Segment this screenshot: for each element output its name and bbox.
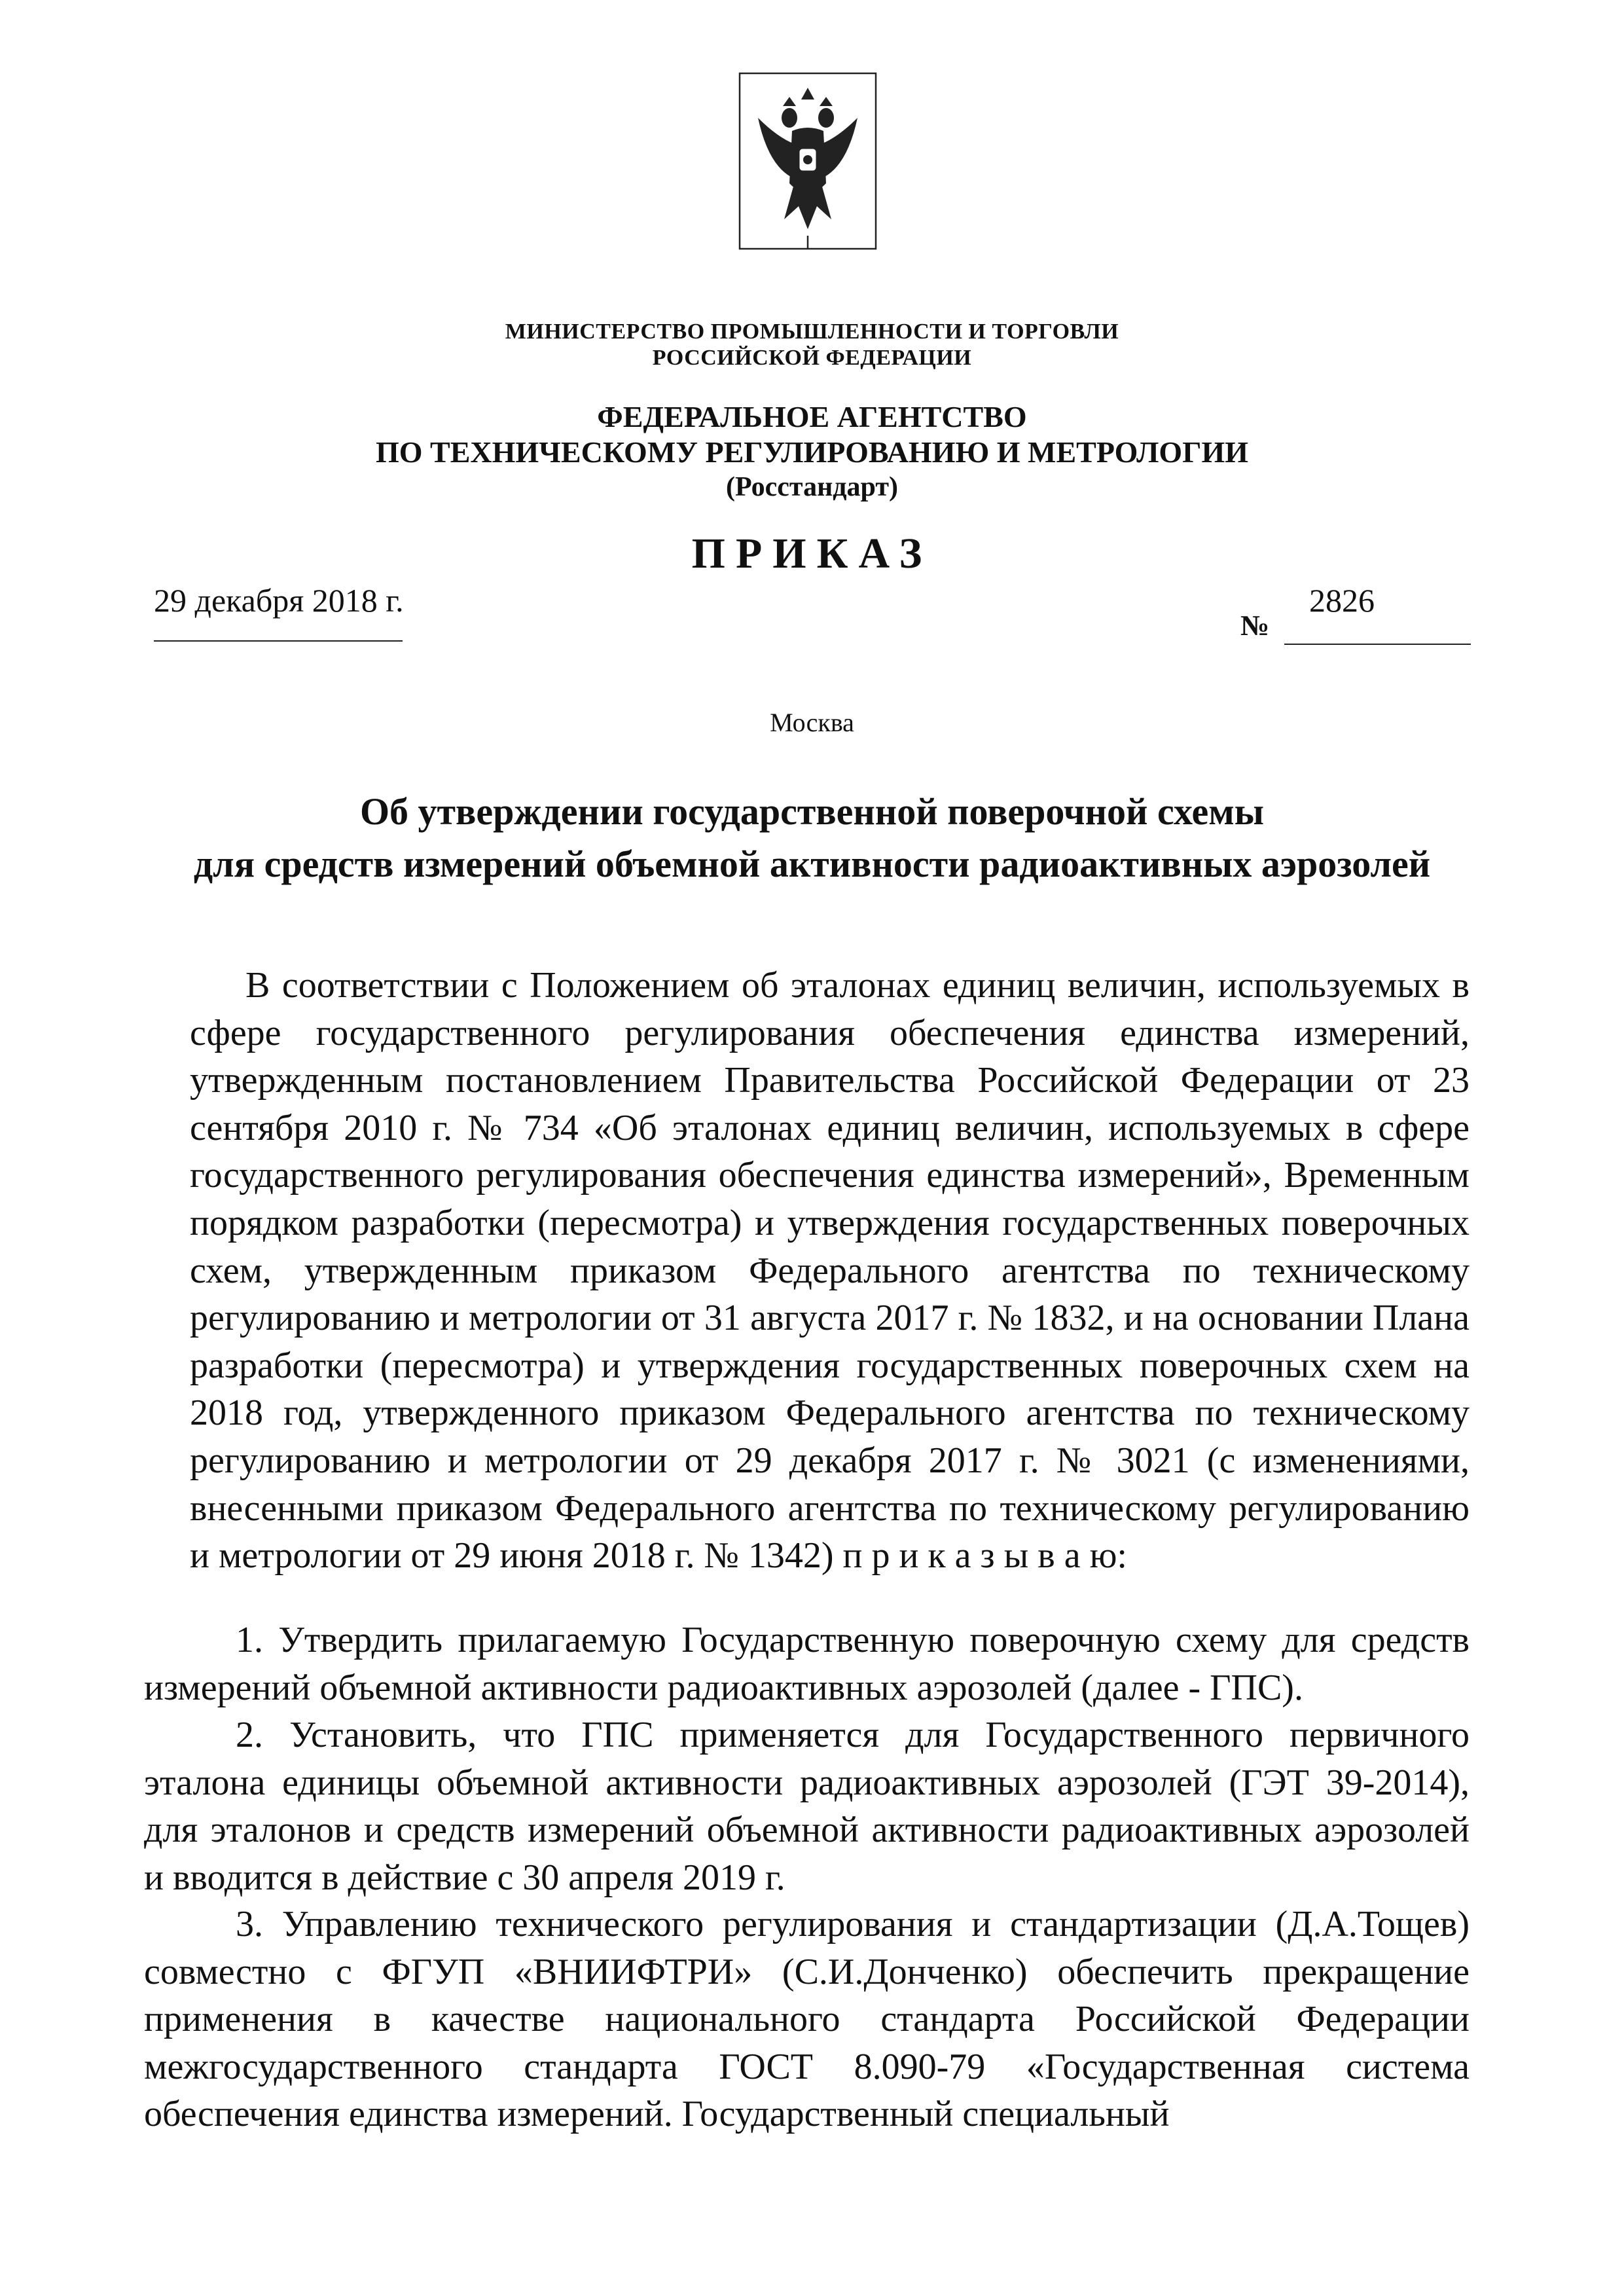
subject-line2: для средств измерений объемной активности радиоактивных аэрозолей bbox=[193, 843, 1431, 885]
ministry-name-line1: МИНИСТЕРСТВО ПРОМЫШЛЕННОСТИ И ТОРГОВЛИ bbox=[505, 319, 1119, 344]
coat-of-arms-icon bbox=[738, 72, 877, 250]
order-number: 2826 bbox=[1309, 582, 1375, 619]
agency-name-line2: ПО ТЕХНИЧЕСКОМУ РЕГУЛИРОВАНИЮ И МЕТРОЛОГИИ bbox=[375, 435, 1249, 469]
order-item-2: 2. Установить, что ГПС применяется для Государственного первичного эталона единицы объемной активности радиоактивных аэрозолей (ГЭТ 39-2014), для эталонов и средств измерений объемной активности радиоактивных аэрозолей и вводится в действие с 30 апреля 2019 г. bbox=[144, 1715, 1470, 1898]
order-word: п р и к а з ы в а ю: bbox=[842, 1535, 1127, 1576]
preamble-text: В соответствии с Положением об эталонах единиц величин, используемых в сфере государственного регулирования обеспечения единства измерений, утвержденным постановлением Правительства Российской Федерации от 23 сентября 2010 г. № 734 «Об эталонах единиц величин, используемых в сфере государственного регулирования обеспечения единства измерений», Временным порядком разработки (пересмотра) и утверждения государственных поверочных схем, утвержденным приказом Федерального агентства по техническому регулированию и метрологии от 31 августа 2017 г. № 1832, и на основании Плана разработки (пересмотра) и утверждения государственных поверочных схем на 2018 год, утвержденного приказом Федерального агентства по техническому регулированию и метрологии от 29 декабря 2017 г. № 3021 (с изменениями, внесенными приказом Федерального агентства по техническому регулированию и метрологии от 29 июня 2018 г. № 1342) bbox=[190, 965, 1470, 1576]
number-sign: № bbox=[1240, 610, 1270, 642]
order-item-3: 3. Управлению технического регулирования и стандартизации (Д.А.Тощев) совместно с ФГУП «ВНИИФТРИ» (С.И.Донченко) обеспечить прекращение применения в качестве национального стандарта Российской Федерации межгосударственного стандарта ГОСТ 8.090-79 «Государственная система обеспечения единства измерений. Государственный специальный bbox=[144, 1904, 1470, 2135]
order-date: 29 декабря 2018 г. bbox=[154, 582, 404, 619]
agency-short-name: (Росстандарт) bbox=[726, 472, 898, 502]
preamble-paragraph bbox=[190, 962, 1470, 1580]
city: Москва bbox=[770, 708, 854, 737]
subject-line1: Об утверждении государственной поверочной схемы bbox=[359, 790, 1265, 833]
order-item-1: 1. Утвердить прилагаемую Государственную поверочную схему для средств измерений объемной активности радиоактивных аэрозолей (далее - ГПС). bbox=[144, 1620, 1470, 1708]
number-underline bbox=[1284, 644, 1471, 645]
ministry-name-line2: РОССИЙСКОЙ ФЕДЕРАЦИИ bbox=[652, 346, 972, 370]
order-subject bbox=[0, 786, 1624, 890]
document-type-title: ПРИКАЗ bbox=[691, 530, 933, 577]
date-underline bbox=[154, 640, 403, 642]
agency-name-line1: ФЕДЕРАЛЬНОЕ АГЕНТСТВО bbox=[597, 400, 1027, 433]
